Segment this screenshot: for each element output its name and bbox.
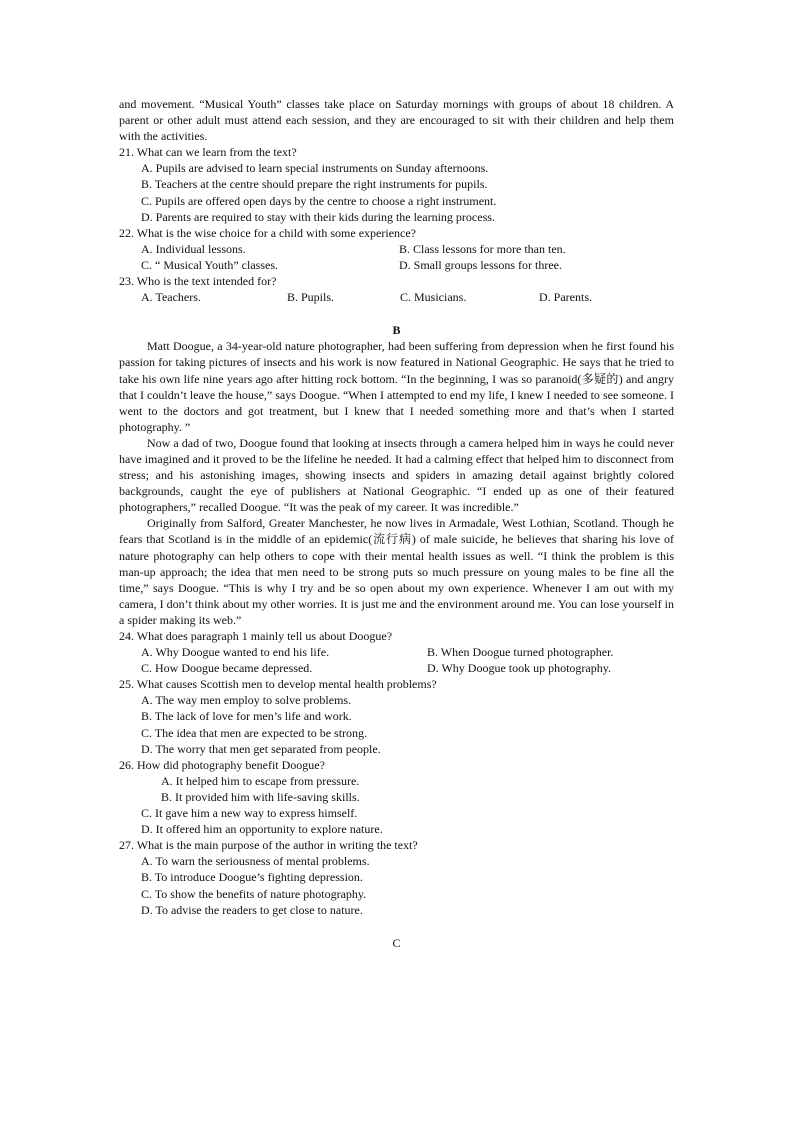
- option-d: D. It offered him an opportunity to explore nature.: [141, 822, 383, 837]
- options-row: [119, 257, 674, 273]
- section-heading-c: C: [392, 935, 401, 950]
- option-c: C. It gave him a new way to express himself.: [141, 806, 358, 821]
- option-c: C. The idea that men are expected to be strong.: [141, 725, 368, 740]
- option-b: B. To introduce Doogue’s fighting depression.: [141, 870, 363, 885]
- question-stem: 24. What does paragraph 1 mainly tell us about Doogue?: [119, 629, 393, 643]
- passage-b-paragraph-2: Now a dad of two, Doogue found that looking at insects through a camera helped him in ways he could never have imagined and it proved to be the lifeline he needed. It had a calming effect that helped him to disconnect from stress; and his astonishing images, showing insects and spiders in amazing detail against brightly colored backgrounds, caught the eye of publishers at National Geographic. “I ended up as one of their featured photographers,” recalled Doogue. “It was the peak of my career. It was incredible.”: [119, 435, 674, 515]
- option-c: C. “ Musical Youth” classes.: [141, 257, 278, 272]
- question-27: [119, 837, 674, 917]
- options-row: [119, 289, 674, 305]
- option-d: D. Parents.: [539, 290, 592, 305]
- passage-a-ending: and movement. “Musical Youth” classes take place on Saturday mornings with groups of about 18 children. A parent or other adult must attend each session, and they are encouraged to sit with their children and help them with the activities.: [119, 97, 674, 144]
- question-23: [119, 273, 674, 305]
- passage-b-paragraph-3: Originally from Salford, Greater Manchester, he now lives in Armadale, West Lothian, Scotland. Though he fears that Scotland is in the middle of an epidemic(流行病) of male suicide, he believes that sharing his love of nature photography can help others to cope with their mental health issues as well. “I think the problem is this man-up approach; the idea that men need to be strong puts so much pressure on young males to be fine all the time,” says Doogue. “This is why I try and be so open about my own experience. Whenever I am out with my camera, I don’t think about my other worries. It is just me and the environment around me. You can lose yourself in a spider making its web.”: [119, 516, 674, 627]
- document-page: [119, 96, 674, 951]
- option-d: D. To advise the readers to get close to nature.: [141, 902, 363, 917]
- option-c: C. Pupils are offered open days by the centre to choose a right instrument.: [141, 193, 497, 208]
- option-a: A. Teachers.: [141, 290, 201, 305]
- section-heading-b: B: [392, 323, 401, 338]
- passage-b-paragraph-1: Matt Doogue, a 34-year-old nature photographer, had been suffering from depression when he first found his passion for taking pictures of insects and his work is now featured in National Geographic. He says that he tried to take his own life nine years ago after hitting rock bottom. “In the beginning, I was so paranoid(多疑的) and angry that I couldn’t leave the house,” says Doogue. “When I attempted to end my life, I knew I needed to see someone. I went to the doctors and got treatment, but I knew that I needed something more and that’s when I started photography. ”: [119, 339, 674, 434]
- option-b: B. When Doogue turned photographer.: [427, 645, 614, 660]
- option-d: D. Parents are required to stay with their kids during the learning process.: [141, 209, 495, 224]
- option-a: A. Pupils are advised to learn special instruments on Sunday afternoons.: [141, 161, 489, 176]
- option-b: B. Teachers at the centre should prepare the right instruments for pupils.: [141, 177, 488, 192]
- option-a: A. The way men employ to solve problems.: [141, 693, 352, 708]
- option-c: C. How Doogue became depressed.: [141, 661, 313, 676]
- question-24: [119, 628, 674, 676]
- question-stem: 23. Who is the text intended for?: [119, 274, 277, 289]
- question-25: [119, 676, 674, 756]
- option-b: B. Pupils.: [287, 290, 335, 305]
- question-26: [119, 757, 674, 837]
- option-a: A. To warn the seriousness of mental problems.: [141, 854, 370, 869]
- options-row: [119, 660, 674, 676]
- option-c: C. To show the benefits of nature photography.: [141, 886, 367, 901]
- option-a: A. It helped him to escape from pressure.: [161, 773, 360, 788]
- question-stem: 27. What is the main purpose of the author in writing the text?: [119, 838, 418, 853]
- question-stem: 22. What is the wise choice for a child with some experience?: [119, 225, 417, 240]
- option-a: A. Why Doogue wanted to end his life.: [141, 645, 330, 660]
- option-b: B. Class lessons for more than ten.: [399, 241, 566, 256]
- question-21: [119, 144, 674, 224]
- question-stem: 25. What causes Scottish men to develop mental health problems?: [119, 677, 437, 692]
- options-row: [119, 241, 674, 257]
- option-d: D. The worry that men get separated from people.: [141, 741, 381, 756]
- option-c: C. Musicians.: [400, 290, 467, 305]
- option-d: D. Small groups lessons for three.: [399, 257, 562, 272]
- question-stem: 21. What can we learn from the text?: [119, 145, 297, 160]
- option-a: A. Individual lessons.: [141, 241, 246, 256]
- option-d: D. Why Doogue took up photography.: [427, 661, 611, 676]
- option-b: B. It provided him with life-saving skills.: [161, 789, 360, 804]
- option-b: B. The lack of love for men’s life and work.: [141, 709, 352, 724]
- question-22: [119, 225, 674, 273]
- question-stem: 26. How did photography benefit Doogue?: [119, 757, 325, 772]
- options-row: [119, 644, 674, 660]
